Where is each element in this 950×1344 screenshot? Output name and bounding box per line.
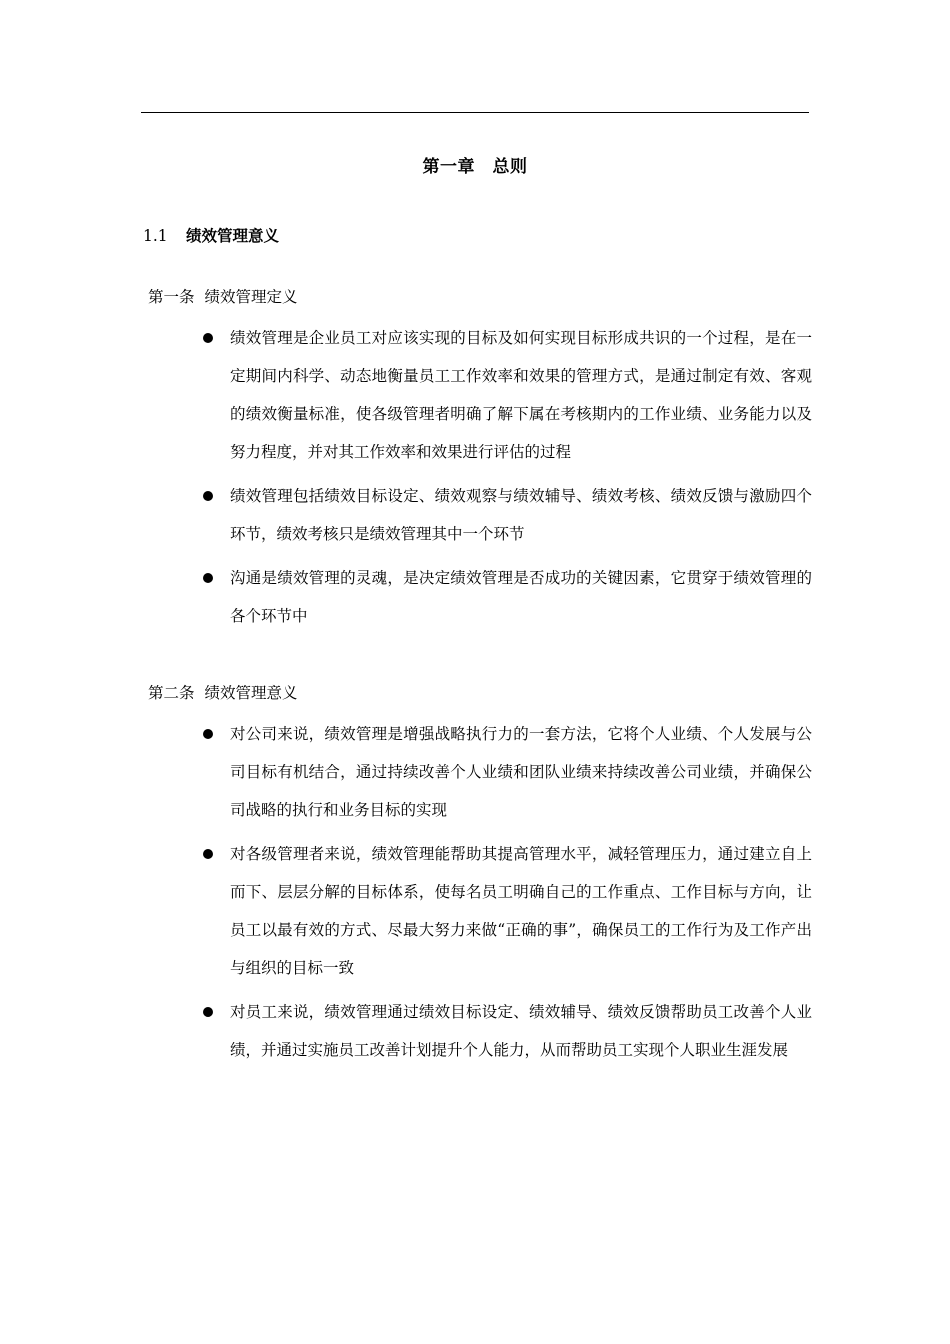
list-item-text: 对员工来说，绩效管理通过绩效目标设定、绩效辅导、绩效反馈帮助员工改善个人业绩，并通过实施员工改善计划提升个人能力，从而帮助员工实现个人职业生涯发展: [230, 1003, 812, 1059]
list-item-text: 对各级管理者来说，绩效管理能帮助其提高管理水平，减轻管理压力，通过建立自上而下、层层分解的目标体系，使每名员工明确自己的工作重点、工作目标与方向，让员工以最有效的方式、尽最大努力来做“正确的事”，确保员工的工作行为及工作产出与组织的目标一致: [230, 845, 812, 977]
article-heading-1: [148, 285, 298, 307]
list-item: [200, 993, 812, 1069]
section-number: 1.1: [143, 227, 168, 245]
article-1-bullet-list: [200, 319, 812, 641]
bullet-icon: [203, 729, 213, 739]
section-title: 绩效管理意义: [186, 227, 280, 245]
article-2-bullet-list: [200, 715, 812, 1075]
bullet-icon: [203, 491, 213, 501]
article-heading-2: [148, 681, 298, 703]
list-item: [200, 559, 812, 635]
bullet-icon: [203, 849, 213, 859]
article-title: 绩效管理定义: [204, 288, 298, 306]
bullet-icon: [203, 1007, 213, 1017]
list-item-text: 绩效管理是企业员工对应该实现的目标及如何实现目标形成共识的一个过程，是在一定期间内科学、动态地衡量员工工作效率和效果的管理方式，是通过制定有效、客观的绩效衡量标准，使各级管理者明确了解下属在考核期内的工作业绩、业务能力以及努力程度，并对其工作效率和效果进行评估的过程: [230, 329, 812, 461]
list-item: [200, 319, 812, 471]
header-rule: [141, 112, 809, 113]
bullet-icon: [203, 333, 213, 343]
article-title: 绩效管理意义: [204, 684, 298, 702]
list-item: [200, 835, 812, 987]
list-item-text: 对公司来说，绩效管理是增强战略执行力的一套方法，它将个人业绩、个人发展与公司目标有机结合，通过持续改善个人业绩和团队业绩来持续改善公司业绩，并确保公司战略的执行和业务目标的实现: [230, 725, 812, 819]
list-item: [200, 477, 812, 553]
article-label: 第二条: [148, 684, 195, 702]
list-item: [200, 715, 812, 829]
bullet-icon: [203, 573, 213, 583]
section-heading: [143, 224, 279, 246]
list-item-text: 绩效管理包括绩效目标设定、绩效观察与绩效辅导、绩效考核、绩效反馈与激励四个环节，绩效考核只是绩效管理其中一个环节: [230, 487, 812, 543]
list-item-text: 沟通是绩效管理的灵魂，是决定绩效管理是否成功的关键因素，它贯穿于绩效管理的各个环节中: [230, 569, 812, 625]
chapter-title: 第一章 总则: [422, 157, 528, 177]
article-label: 第一条: [148, 288, 195, 306]
